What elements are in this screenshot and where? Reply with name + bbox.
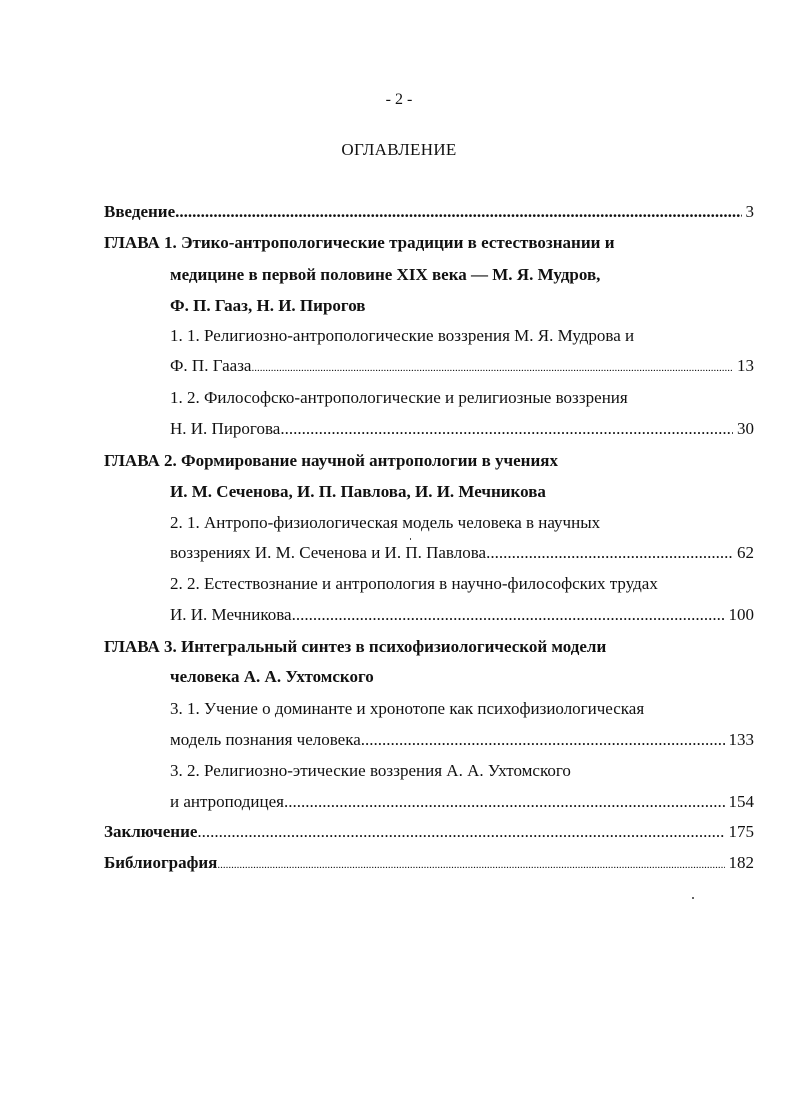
scan-speck [692, 897, 694, 899]
toc-entry-section-1-1 [170, 355, 754, 377]
toc-entry-section-2-1 [170, 542, 754, 564]
toc-leader-dots [217, 852, 724, 876]
toc-entry-text: модель познания человека [170, 730, 361, 749]
toc-leader-dots [292, 604, 725, 626]
chapter-1-heading-line-1: ГЛАВА 1. Этико-антропологические традиции в естествознании и [104, 233, 615, 252]
section-2-2-line-1: 2. 2. Естествознание и антропология в научно-философских трудах [170, 574, 658, 593]
toc-entry-text: и антроподицея [170, 792, 284, 811]
toc-entry-text: воззрениях И. М. Сеченова и И. П. Павлова [170, 543, 487, 562]
toc-entry-intro [104, 201, 754, 223]
toc-entry-section-1-2 [170, 418, 754, 440]
toc-entry-text: Библиография [104, 853, 218, 872]
toc-entry-text: Заключение [104, 822, 198, 841]
toc-entry-text: Введение [104, 202, 176, 221]
chapter-1-heading-line-2: медицине в первой половине XIX века — М. Я. Мудров, [170, 265, 601, 284]
section-1-2-line-1: 1. 2. Философско-антропологические и религиозные воззрения [170, 388, 628, 407]
section-2-1-line-1: 2. 1. Антропо-физиологическая модель человека в научных [170, 513, 601, 532]
toc-entry-section-2-2 [170, 604, 754, 626]
toc-entry-page: 154 [728, 792, 754, 811]
toc-leader-dots [251, 355, 733, 379]
page-number: - 2 - [385, 91, 413, 108]
toc-leader-dots [197, 821, 724, 843]
toc-entry-page: 100 [728, 605, 754, 624]
toc-entry-bibliography [104, 852, 754, 874]
toc-entry-section-3-1 [170, 729, 754, 751]
chapter-2-heading-line-2: И. М. Сеченова, И. П. Павлова, И. И. Мечникова [170, 482, 546, 501]
toc-leader-dots [486, 542, 733, 564]
toc-leader-dots [361, 729, 725, 751]
toc-entry-page: 3 [745, 202, 754, 221]
chapter-2-heading-line-1: ГЛАВА 2. Формирование научной антропологии в учениях [104, 451, 558, 470]
section-3-1-line-1: 3. 1. Учение о доминанте и хронотопе как психофизиологическая [170, 699, 645, 718]
scan-speck [410, 538, 411, 540]
toc-entry-page: 62 [737, 543, 754, 562]
toc-entry-page: 175 [728, 822, 754, 841]
toc-title: ОГЛАВЛЕНИЕ [341, 140, 457, 159]
toc-entry-page: 133 [728, 730, 754, 749]
toc-entry-page: 30 [737, 419, 754, 438]
toc-entry-page: 182 [728, 853, 754, 872]
chapter-3-heading-line-1: ГЛАВА 3. Интегральный синтез в психофизиологической модели [104, 637, 607, 656]
toc-entry-page: 13 [737, 356, 754, 375]
toc-leader-dots [280, 418, 733, 440]
section-3-2-line-1: 3. 2. Религиозно-этические воззрения А. А. Ухтомского [170, 761, 571, 780]
toc-entry-text: Н. И. Пирогова [170, 419, 281, 438]
toc-leader-dots [284, 791, 725, 813]
chapter-3-heading-line-2: человека А. А. Ухтомского [170, 667, 374, 686]
toc-leader-dots [175, 201, 741, 223]
toc-entry-section-3-2 [170, 791, 754, 813]
toc-entry-text: И. И. Мечникова [170, 605, 292, 624]
toc-entry-conclusion [104, 821, 754, 843]
section-1-1-line-1: 1. 1. Религиозно-антропологические воззрения М. Я. Мудрова и [170, 326, 635, 345]
toc-entry-text: Ф. П. Гааза [170, 356, 252, 375]
chapter-1-heading-line-3: Ф. П. Гааз, Н. И. Пирогов [170, 296, 366, 315]
